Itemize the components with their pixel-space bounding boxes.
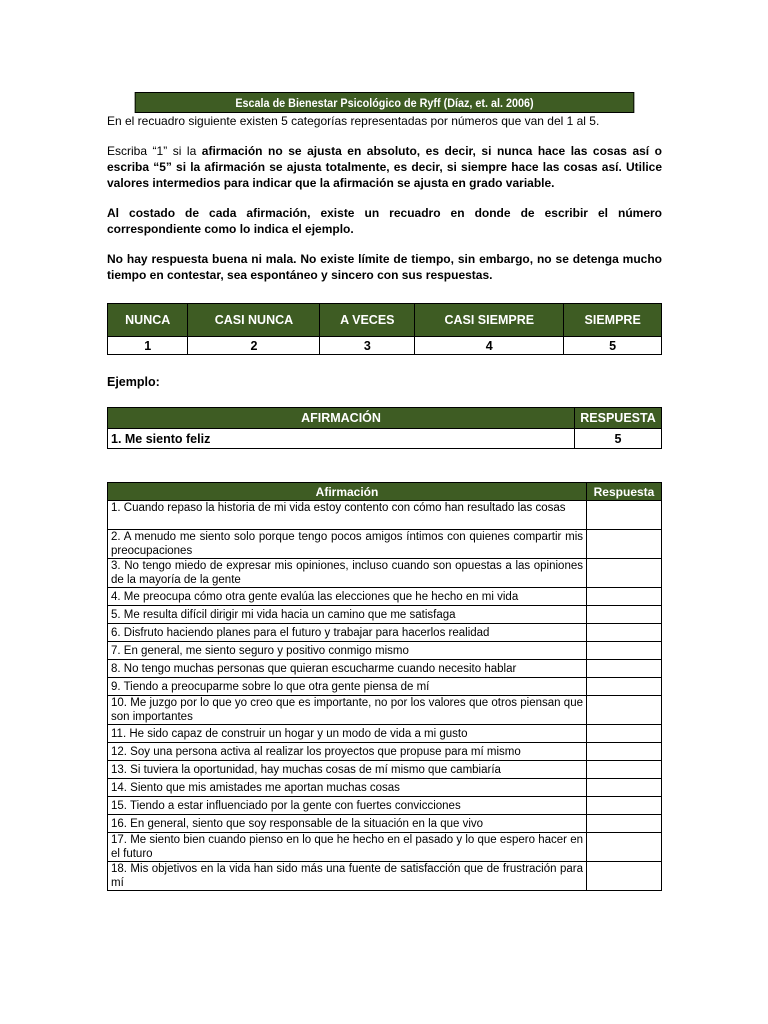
answer-cell[interactable] <box>587 797 662 815</box>
answer-cell[interactable] <box>587 833 662 862</box>
scale-value: 2 <box>188 337 320 355</box>
statements-body <box>108 501 662 891</box>
answer-cell[interactable] <box>587 624 662 642</box>
answer-cell[interactable] <box>587 501 662 530</box>
answer-cell[interactable] <box>587 815 662 833</box>
statement-text: 10. Me juzgo por lo que yo creo que es importante, no por los valores que otros piensan que son importantes <box>108 696 587 725</box>
example-header-answer: RESPUESTA <box>575 408 662 429</box>
statements-header-answer: Respuesta <box>587 483 662 501</box>
answer-cell[interactable] <box>587 660 662 678</box>
table-row <box>108 501 662 530</box>
example-header-statement: AFIRMACIÓN <box>108 408 575 429</box>
instructions-paragraph-2 <box>107 143 662 191</box>
instructions-paragraph-3: Al costado de cada afirmación, existe un recuadro en donde de escribir el número correspondiente como lo indica el ejemplo. <box>107 206 662 236</box>
answer-cell[interactable] <box>587 678 662 696</box>
statements-header-statement: Afirmación <box>108 483 587 501</box>
statement-text: 17. Me siento bien cuando pienso en lo que he hecho en el pasado y lo que espero hacer en el futuro <box>108 833 587 862</box>
scale-header-casi-siempre: CASI SIEMPRE <box>415 304 564 337</box>
table-row <box>108 678 662 696</box>
statement-text: 7. En general, me siento seguro y positivo conmigo mismo <box>108 642 587 660</box>
table-row <box>108 559 662 588</box>
table-row <box>108 696 662 725</box>
table-row <box>108 779 662 797</box>
table-row <box>108 606 662 624</box>
statement-text: 14. Siento que mis amistades me aportan muchas cosas <box>108 779 587 797</box>
answer-cell[interactable] <box>587 606 662 624</box>
scale-header-a-veces: A VECES <box>320 304 415 337</box>
scale-header-casi-nunca: CASI NUNCA <box>188 304 320 337</box>
instructions-line1: En el recuadro siguiente existen 5 categorías representadas por números que van del 1 al 5. <box>107 114 600 128</box>
answer-cell[interactable] <box>587 559 662 588</box>
statement-text: 16. En general, siento que soy responsable de la situación en la que vivo <box>108 815 587 833</box>
statement-text: 12. Soy una persona activa al realizar los proyectos que propuse para mí mismo <box>108 743 587 761</box>
example-answer: 5 <box>575 429 662 449</box>
scale-header-nunca: NUNCA <box>108 304 188 337</box>
document-title: Escala de Bienestar Psicológico de Ryff (Díaz, et. al. 2006) <box>135 92 635 113</box>
statements-table <box>107 482 662 891</box>
statement-text: 1. Cuando repaso la historia de mi vida estoy contento con cómo han resultado las cosas <box>108 501 587 530</box>
example-table <box>107 407 662 449</box>
table-row <box>108 833 662 862</box>
scale-value: 3 <box>320 337 415 355</box>
answer-cell[interactable] <box>587 862 662 891</box>
table-row <box>108 588 662 606</box>
instructions-p2-start: Escriba “1” si la <box>107 144 202 158</box>
statement-text: 8. No tengo muchas personas que quieran escucharme cuando necesito hablar <box>108 660 587 678</box>
rating-scale-table <box>107 303 662 355</box>
answer-cell[interactable] <box>587 725 662 743</box>
table-row <box>108 530 662 559</box>
statement-text: 5. Me resulta difícil dirigir mi vida hacia un camino que me satisfaga <box>108 606 587 624</box>
answer-cell[interactable] <box>587 696 662 725</box>
answer-cell[interactable] <box>587 642 662 660</box>
answer-cell[interactable] <box>587 779 662 797</box>
answer-cell[interactable] <box>587 761 662 779</box>
instructions-p2-bold: afirmación no se ajusta en absoluto, es decir, si nunca hace las cosas así o escriba “5” si la afirmación se ajusta totalmente, es decir, si siempre hace las cosas así. Utilice valores intermedios para indicar que la afirmación se ajusta en grado variable. <box>107 144 662 190</box>
scale-header-siempre: SIEMPRE <box>564 304 662 337</box>
table-row <box>108 862 662 891</box>
table-row <box>108 725 662 743</box>
example-statement: 1. Me siento feliz <box>108 429 575 449</box>
instructions-paragraph-4: No hay respuesta buena ni mala. No existe límite de tiempo, sin embargo, no se detenga mucho tiempo en contestar, sea espontáneo y sincero con sus respuestas. <box>107 252 662 282</box>
statement-text: 11. He sido capaz de construir un hogar y un modo de vida a mi gusto <box>108 725 587 743</box>
table-row <box>108 642 662 660</box>
table-row <box>108 761 662 779</box>
statement-text: 13. Si tuviera la oportunidad, hay muchas cosas de mí mismo que cambiaría <box>108 761 587 779</box>
statement-text: 4. Me preocupa cómo otra gente evalúa las elecciones que he hecho en mi vida <box>108 588 587 606</box>
table-row <box>108 660 662 678</box>
answer-cell[interactable] <box>587 743 662 761</box>
table-row <box>108 624 662 642</box>
scale-value: 1 <box>108 337 188 355</box>
table-row <box>108 797 662 815</box>
statement-text: 9. Tiendo a preocuparme sobre lo que otra gente piensa de mí <box>108 678 587 696</box>
statement-text: 3. No tengo miedo de expresar mis opiniones, incluso cuando son opuestas a las opiniones de la mayoría de la gente <box>108 559 587 588</box>
table-row <box>108 743 662 761</box>
scale-value: 4 <box>415 337 564 355</box>
questionnaire-sheet <box>107 92 662 891</box>
statement-text: 18. Mis objetivos en la vida han sido más una fuente de satisfacción que de frustración para mí <box>108 862 587 891</box>
scale-value: 5 <box>564 337 662 355</box>
instructions <box>107 113 662 283</box>
example-label: Ejemplo: <box>107 375 160 389</box>
statement-text: 6. Disfruto haciendo planes para el futuro y trabajar para hacerlos realidad <box>108 624 587 642</box>
answer-cell[interactable] <box>587 530 662 559</box>
statement-text: 15. Tiendo a estar influenciado por la gente con fuertes convicciones <box>108 797 587 815</box>
statement-text: 2. A menudo me siento solo porque tengo pocos amigos íntimos con quienes compartir mis preocupaciones <box>108 530 587 559</box>
answer-cell[interactable] <box>587 588 662 606</box>
table-row <box>108 815 662 833</box>
